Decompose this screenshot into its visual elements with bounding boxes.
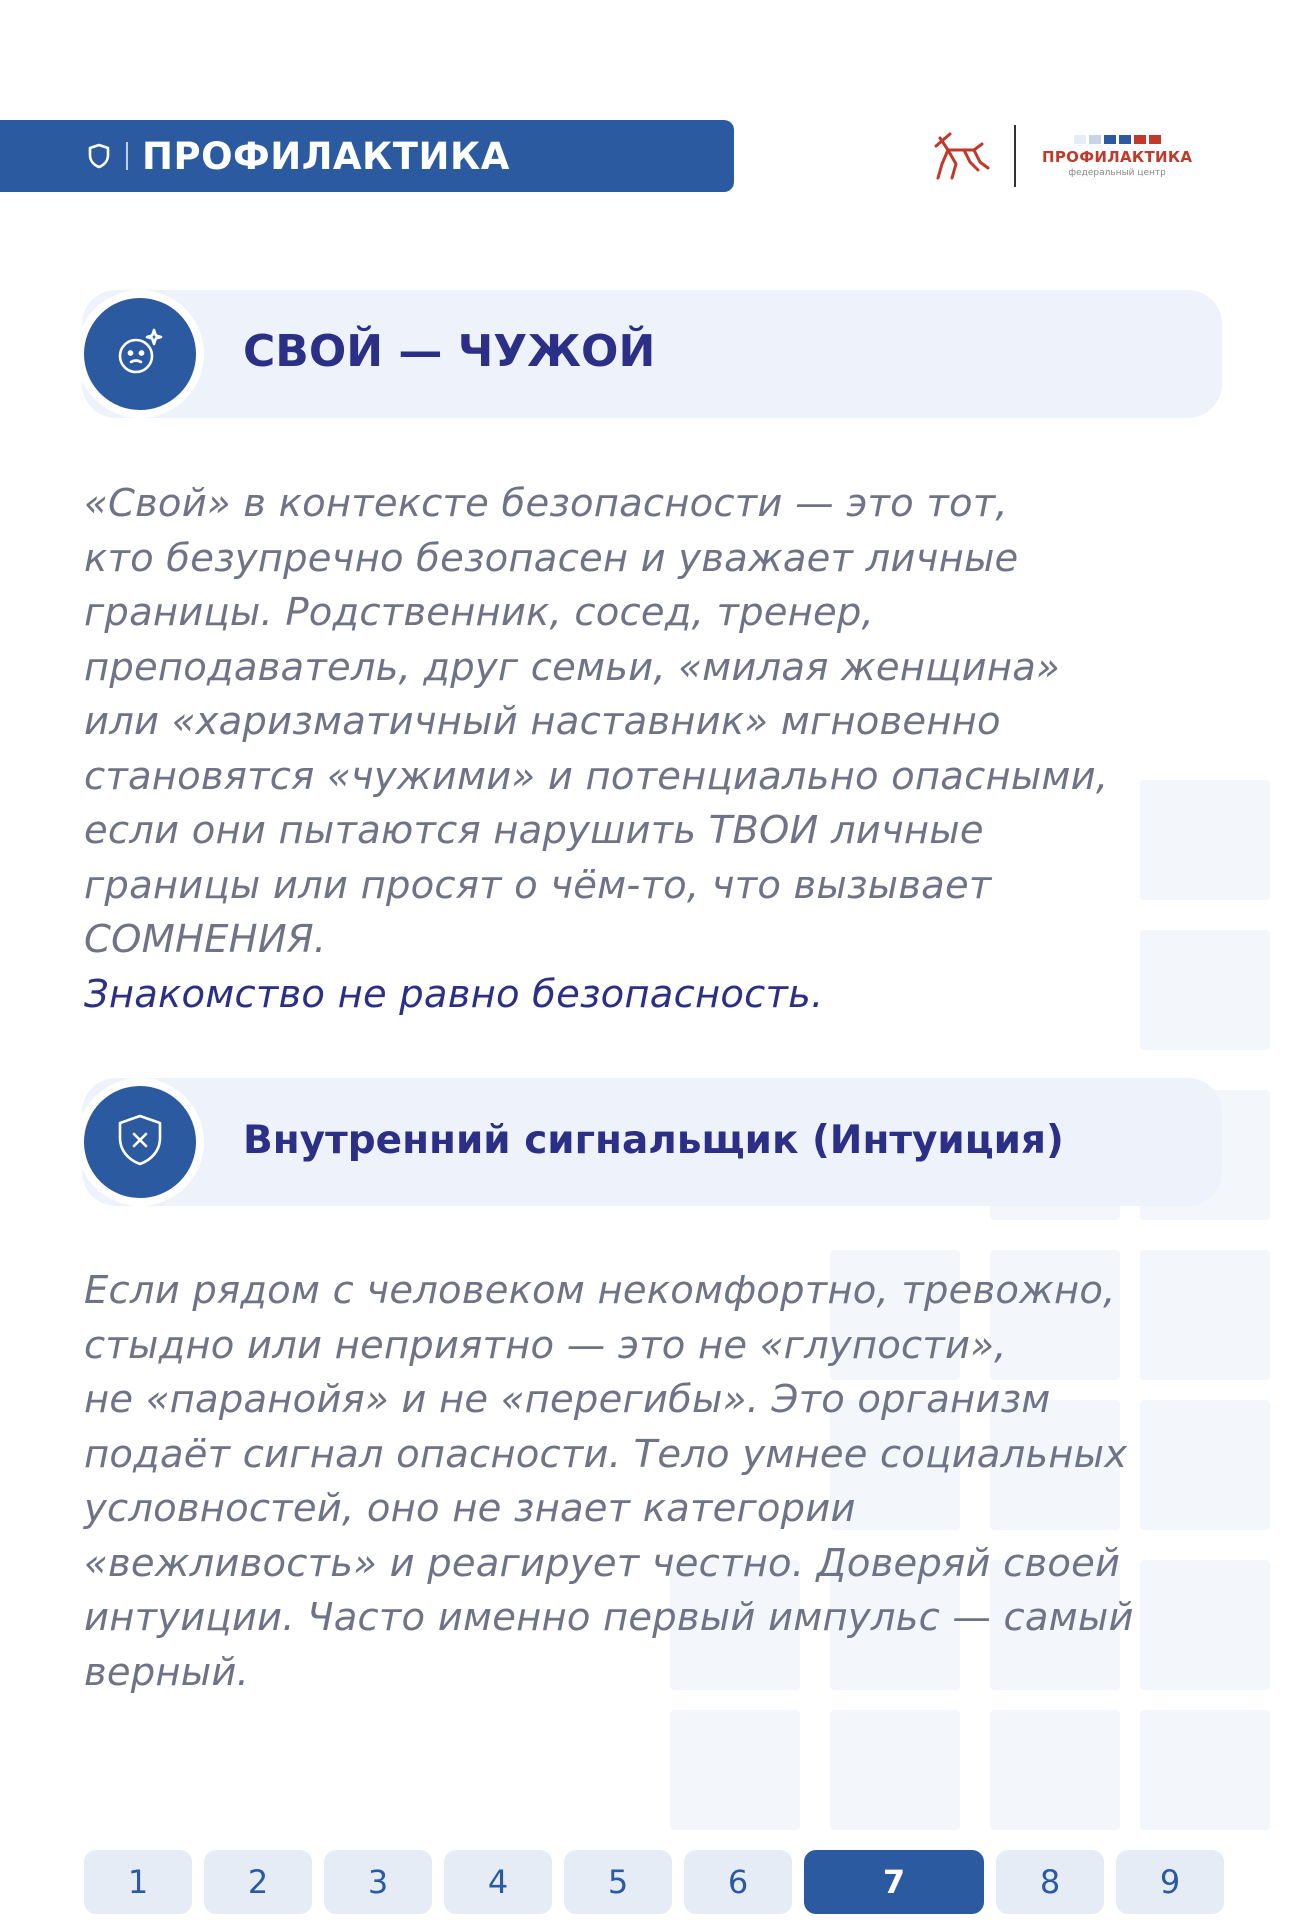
page-button-4[interactable]: 4 bbox=[444, 1850, 552, 1914]
face-sparkle-icon bbox=[112, 324, 168, 384]
body-line: «вежливость» и реагирует честно. Доверяй своей bbox=[84, 1540, 1121, 1586]
body-line: СОМНЕНИЯ. bbox=[84, 917, 327, 962]
body-line: условностей, оно не знает категории bbox=[84, 1486, 856, 1531]
body-line: становятся «чужими» и потенциально опасными, bbox=[84, 753, 1109, 799]
background-decoration bbox=[1140, 1710, 1270, 1830]
body-line: Если рядом с человеком некомфортно, тревожно, bbox=[84, 1268, 1116, 1313]
runner-icon bbox=[930, 124, 994, 188]
page-button-1[interactable]: 1 bbox=[84, 1850, 192, 1914]
page-button-8[interactable]: 8 bbox=[996, 1850, 1104, 1914]
section-title: Внутренний сигнальщик (Интуиция) bbox=[243, 1118, 1064, 1163]
body-line: если они пытаются нарушить ТВОИ личные bbox=[84, 808, 984, 853]
shield-outline-icon bbox=[88, 142, 112, 170]
body-line: «Свой» в контексте безопасности — это тот, bbox=[84, 481, 1008, 526]
section-icon-circle bbox=[76, 1078, 204, 1206]
body-line: кто безупречно безопасен и уважает личные bbox=[84, 535, 1019, 581]
body-line: не «паранойя» и не «перегибы». Это организм bbox=[84, 1377, 1051, 1422]
body-line: преподаватель, друг семьи, «милая женщина» bbox=[84, 644, 1060, 690]
header-title: ПРОФИЛАКТИКА bbox=[142, 134, 510, 178]
pagination bbox=[84, 1850, 1224, 1914]
page-button-5[interactable]: 5 bbox=[564, 1850, 672, 1914]
background-decoration bbox=[830, 1710, 960, 1830]
body-line: верный. bbox=[84, 1649, 250, 1695]
section-title: СВОЙ — ЧУЖОЙ bbox=[243, 326, 656, 377]
body-line: интуиции. Часто именно первый импульс — самый bbox=[84, 1595, 1134, 1640]
section-body-svoy-chuzhoy bbox=[84, 477, 1214, 1022]
logo-name: ПРОФИЛАКТИКА bbox=[1042, 147, 1193, 166]
flag-bar-icon bbox=[1074, 135, 1161, 144]
page-button-9[interactable]: 9 bbox=[1116, 1850, 1224, 1914]
background-decoration bbox=[670, 1710, 800, 1830]
logo-divider bbox=[1014, 125, 1016, 187]
section-body-intuition bbox=[84, 1264, 1214, 1700]
body-line: подаёт сигнал опасности. Тело умнее социальных bbox=[84, 1431, 1128, 1477]
body-line: стыдно или неприятно — это не «глупости», bbox=[84, 1322, 1007, 1368]
shield-x-icon bbox=[114, 1112, 166, 1172]
section-icon-circle bbox=[76, 290, 204, 418]
brand-logos bbox=[930, 118, 1230, 194]
page-button-6[interactable]: 6 bbox=[684, 1850, 792, 1914]
page-button-2[interactable]: 2 bbox=[204, 1850, 312, 1914]
header-bar bbox=[0, 120, 734, 192]
body-line: или «харизматичный наставник» мгновенно bbox=[84, 699, 1001, 744]
background-decoration bbox=[990, 1710, 1120, 1830]
page-button-3[interactable]: 3 bbox=[324, 1850, 432, 1914]
body-line: границы. Родственник, сосед, тренер, bbox=[84, 590, 874, 635]
page-button-7-current[interactable]: 7 bbox=[804, 1850, 984, 1914]
profilaktika-logo bbox=[1042, 135, 1192, 178]
header-separator bbox=[126, 142, 128, 170]
body-line: границы или просят о чём-то, что вызывает bbox=[84, 862, 992, 908]
logo-subtitle: федеральный центр bbox=[1068, 167, 1166, 178]
accent-line: Знакомство не равно безопасность. bbox=[84, 971, 824, 1017]
